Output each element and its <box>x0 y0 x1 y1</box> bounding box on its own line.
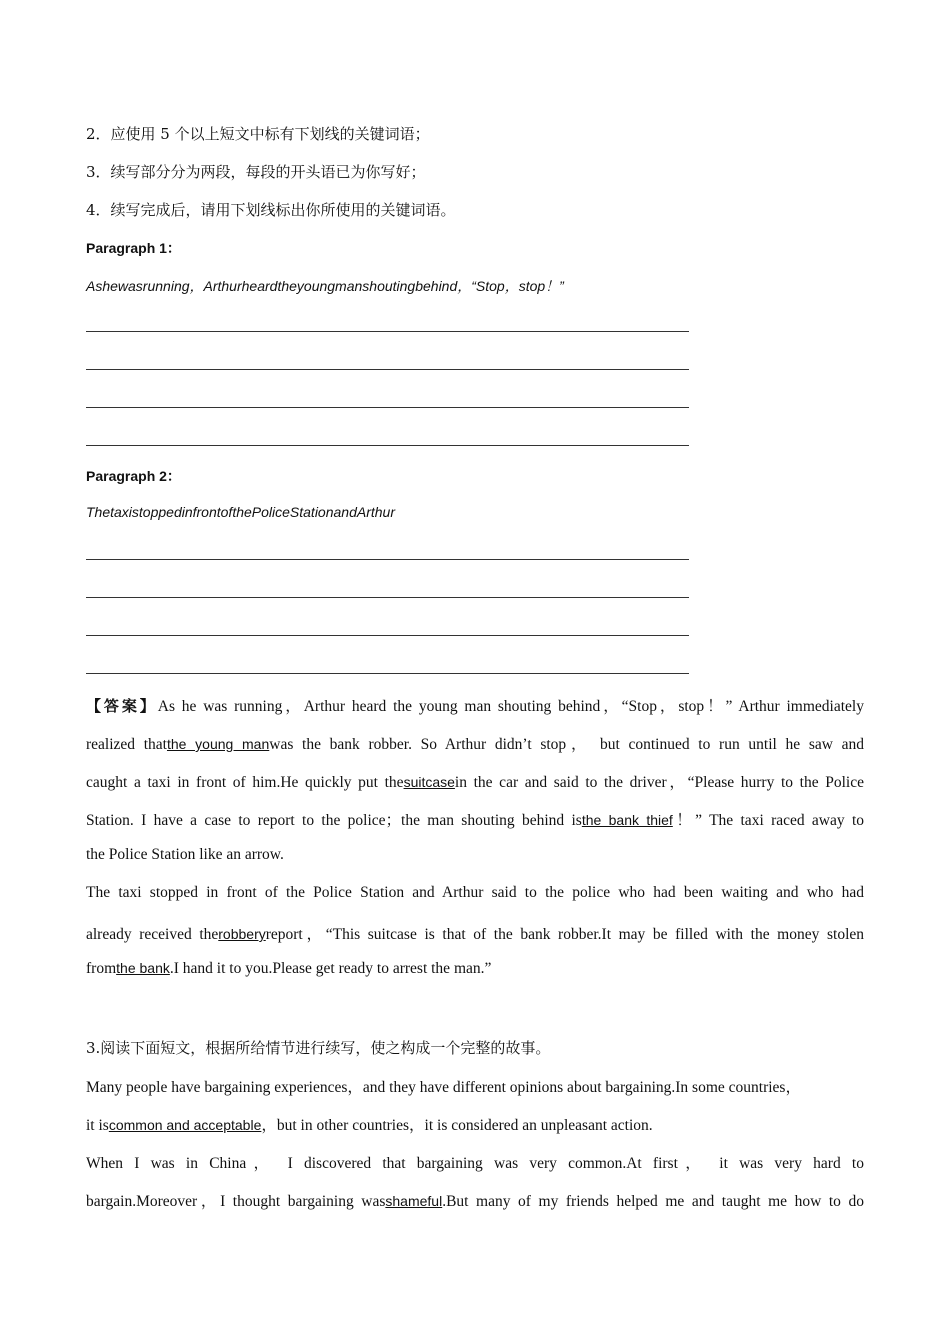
writing-line <box>86 445 689 446</box>
keyword-underline: the young man <box>166 736 270 752</box>
paragraph-2-label: Paragraph 2： <box>86 468 181 484</box>
writing-line <box>86 559 689 560</box>
instruction-2: 2．应使用 5 个以上短文中标有下划线的关键词语； <box>86 125 430 143</box>
answer-line-5: the Police Station like an arrow. <box>86 846 284 863</box>
paragraph-1-label: Paragraph 1： <box>86 240 181 256</box>
instruction-4: 4．续写完成后，请用下划线标出你所使用的关键词语。 <box>86 201 456 219</box>
keyword-underline: robbery <box>218 926 266 942</box>
writing-line <box>86 597 689 598</box>
q3-line-4: bargain.Moreover，I thought bargaining wasshameful.But many of my friends helped me and taught me how to do <box>86 1193 864 1210</box>
answer-line-8: fromthe bank.I hand it to you.Please get ready to arrest the man.” <box>86 960 492 977</box>
q3-line-1: Many people have bargaining experiences，and they have different opinions about bargaining.In some countries， <box>86 1079 801 1096</box>
answer-line-7: already received therobberyreport，“This suitcase is that of the bank robber.It may be filled with the money stolen <box>86 926 865 943</box>
answer-line-1: 【答案】As he was running，Arthur heard the young man shouting behind，“Stop，stop！” Arthur immediately <box>86 697 864 715</box>
answer-tag: 【答案】 <box>86 697 158 715</box>
instruction-3: 3．续写部分分为两段，每段的开头语已为你写好； <box>86 163 426 181</box>
answer-line-3: caught a taxi in front of him.He quickly put thesuitcasein the car and said to the driver，“Please hurry to the Police <box>86 774 864 791</box>
q3-line-3: When I was in China， I discovered that bargaining was very common.At first， it was very hard to <box>86 1155 864 1172</box>
writing-line <box>86 673 689 674</box>
answer-line-2: realized thatthe young manwas the bank robber. So Arthur didn’t stop， but continued to run until he saw and <box>86 736 864 753</box>
keyword-underline: the bank <box>116 960 170 976</box>
writing-line <box>86 407 689 408</box>
writing-line <box>86 635 689 636</box>
keyword-underline: common and acceptable <box>108 1117 262 1133</box>
writing-line <box>86 331 689 332</box>
answer-line-4: Station. I have a case to report to the police；the man shouting behind isthe bank thief！” The taxi raced away to <box>86 812 865 829</box>
answer-line-6: The taxi stopped in front of the Police Station and Arthur said to the police who had been waiting and who had <box>86 884 864 901</box>
keyword-underline: the bank thief <box>581 812 673 828</box>
paragraph-1-opener: Ashewasrunning，Arthurheardtheyoungmanshoutingbehind，“Stop，stop！” <box>86 278 564 294</box>
keyword-underline: shameful <box>385 1193 443 1209</box>
q3-line-2: it iscommon and acceptable，but in other countries，it is considered an unpleasant action. <box>86 1117 653 1134</box>
writing-line <box>86 369 689 370</box>
question-3-prompt: 3.阅读下面短文，根据所给情节进行续写，使之构成一个完整的故事。 <box>86 1039 551 1057</box>
keyword-underline: suitcase <box>403 774 455 790</box>
paragraph-2-opener: ThetaxistoppedinfrontofthePoliceStationandArthur <box>86 504 395 520</box>
